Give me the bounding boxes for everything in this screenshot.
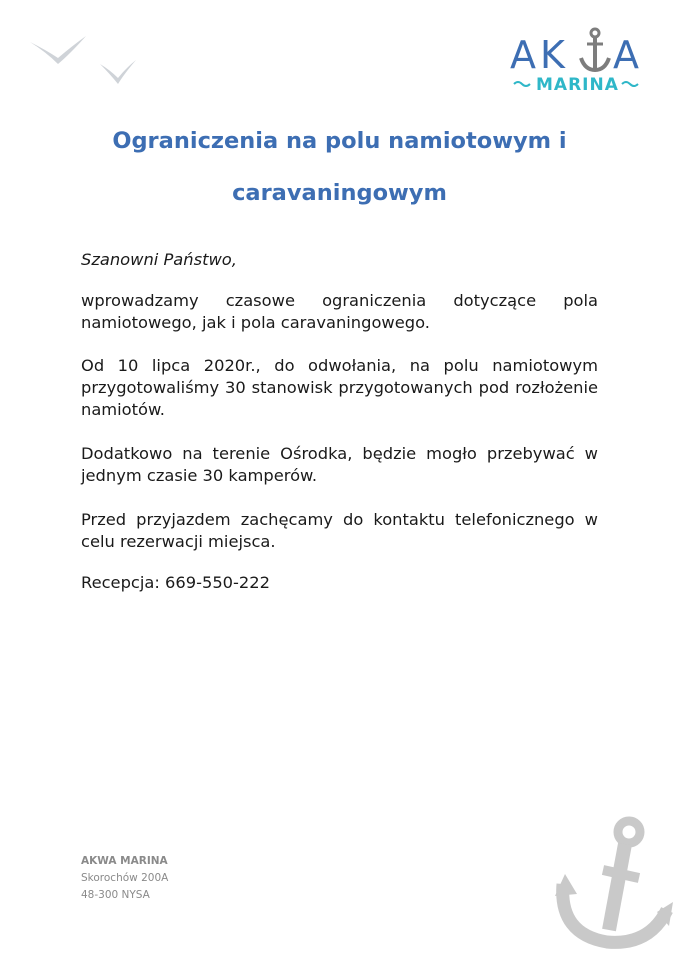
logo-letter-a1: A <box>510 33 536 77</box>
paragraph-contact: Przed przyjazdem zachęcamy do kontaktu telefonicznego w celu rezerwacji miejsca. <box>81 510 598 551</box>
anchor-icon <box>553 812 673 952</box>
footer-address <box>81 853 168 904</box>
reception-phone: Recepcja: 669-550-222 <box>81 573 270 592</box>
paragraph-campers: Dodatkowo na terenie Ośrodka, będzie mogło przebywać w jednym czasie 30 kamperów. <box>81 444 598 485</box>
footer-city: 48-300 NYSA <box>81 889 150 901</box>
akwa-marina-logo <box>510 26 650 96</box>
page-title-line-1: Ograniczenia na polu namiotowym i <box>112 128 567 154</box>
paragraph-restrictions: wprowadzamy czasowe ograniczenia dotyczące pola namiotowego, jak i pola caravaningowego. <box>81 291 598 332</box>
logo-letter-a2: A <box>613 33 639 77</box>
anchor-icon <box>581 29 609 70</box>
footer-street: Skorochów 200A <box>81 872 169 884</box>
greeting: Szanowni Państwo, <box>81 250 237 269</box>
logo-letter-k: K <box>540 33 565 77</box>
logo-subtitle: MARINA <box>536 75 619 95</box>
page-title-line-2: caravaningowym <box>232 180 447 206</box>
paragraph-tent-pitches: Od 10 lipca 2020r., do odwołania, na polu namiotowym przygotowaliśmy 30 stanowisk przygotowanych pod rozłożenie namiotów. <box>81 356 598 419</box>
seagull-icon <box>24 28 154 88</box>
footer-company-name: AKWA MARINA <box>81 855 168 867</box>
